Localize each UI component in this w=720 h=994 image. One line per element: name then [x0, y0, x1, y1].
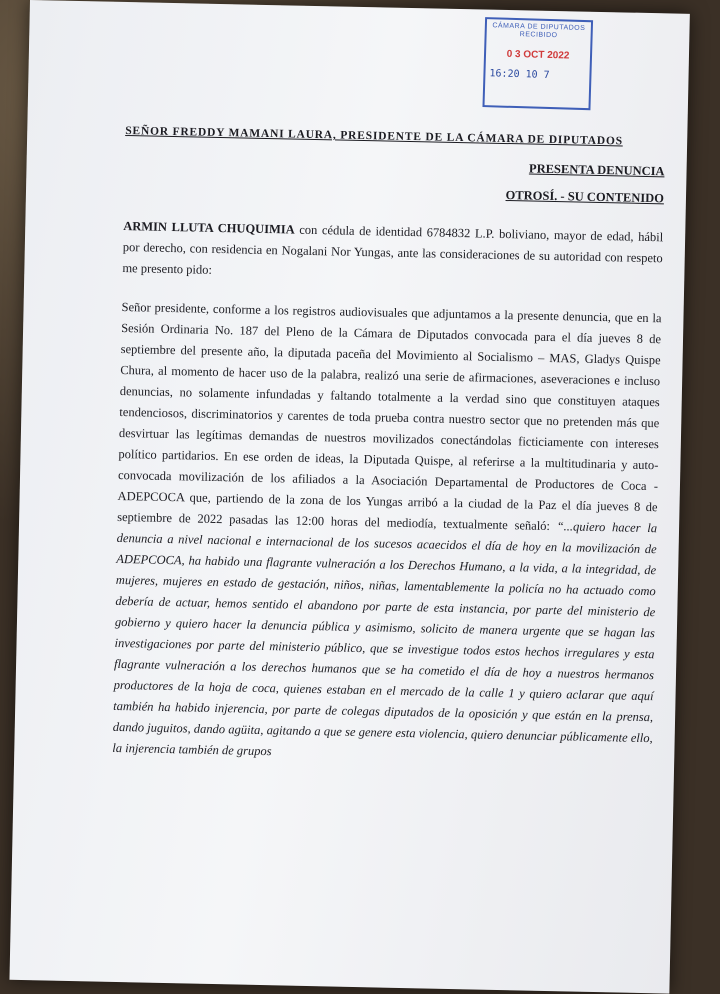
- document-text: [112, 122, 665, 770]
- received-stamp: [482, 17, 593, 110]
- stamp-date: 0 3 OCT 2022: [506, 48, 570, 62]
- document-page: [9, 0, 689, 994]
- quoted-statement: “...quiero hacer la denuncia a nivel nacional e internacional de los sucesos acaecidos el día de hoy en la movilización de ADEPCOCA, ha habido una flagrante vulneración a los Derechos Humano, a la vida, a la integridad, de mujeres, mujeres en estado de gestación, niños, niñas, lamentablemente la policía no ha actuado como debería de actuar, hemos sentido el abandono por parte de esta instancia, por parte del ministerio de gobierno y quiero hacer la denuncia pública y asimismo, solicito de manera urgente que se hagan las investigaciones por parte del ministerio público, que se investigue todos estos hechos irregulares y esta flagrante vulneración a los derechos humanos que se ha cometido el día de hoy a nuestros hermanos productores de la hoja de coca, quienes estaban en el mercado de la calle 1 y quiero aclarar que aquí también ha habido injerencia, por parte de colegas diputados de la oposición y que están en la prensa, dando juguitos, dando agüita, agitando a que se genere esta violencia, quiero denunciar públicamente ello, la injerencia también de grupos: [112, 519, 658, 759]
- stamp-numbers: 16:20 10 7: [489, 68, 550, 82]
- stamp-line-2: RECIBIDO: [519, 31, 558, 40]
- intro-text: con cédula de identidad 6784832 L.P. boliviano, mayor de edad, hábil por derecho, con residencia en Nogalani Nor Yungas, ante las consideraciones de su autoridad con respeto me presento pido:: [122, 222, 664, 277]
- stamp-line-1: CÁMARA DE DIPUTADOS: [492, 22, 586, 33]
- body-text: Señor presidente, conforme a los registros audiovisuales que adjuntamos a la presente denuncia, que en la Sesión Ordinaria No. 187 del Pleno de la Cámara de Diputados convocada para el día jueves 8 de septiembre del presente año, la diputada paceña del Movimiento al Socialismo – MAS, Gladys Quispe Chura, al momento de hacer uso de la palabra, realizó una serie de afirmaciones, aseveraciones e incluso denuncias, no solamente infundadas y faltando totalmente a la verdad sino que constituyen ataques tendenciosos, discriminatorios y carentes de toda prueba contra nuestro sector que no pretenden más que desvirtuar las legítimas demandas de nuestros movilizados conectándolas ficticiamente con intereses político partidarios. En ese orden de ideas, la Diputada Quispe, al referirse a la multitudinaria y auto-convocada movilización de los afiliados a la Asociación Departamental de Productores de Coca - ADEPCOCA que, partiendo de la zona de los Yungas arribó a la ciudad de la Paz el día jueves 8 de septiembre de 2022 pasadas las 12:00 horas del mediodía, textualmente señaló:: [117, 299, 662, 534]
- heading-otrosi: OTROSÍ. - SU CONTENIDO: [505, 188, 665, 206]
- intro-paragraph: [122, 216, 663, 290]
- body-paragraph: [112, 297, 662, 770]
- complainant-name: ARMIN LLUTA CHUQUIMIA: [123, 219, 295, 237]
- heading-presenta-denuncia: PRESENTA DENUNCIA: [528, 161, 665, 179]
- addressee: SEÑOR FREDDY MAMANI LAURA, PRESIDENTE DE LA CÁMARA DE DIPUTADOS: [125, 125, 623, 148]
